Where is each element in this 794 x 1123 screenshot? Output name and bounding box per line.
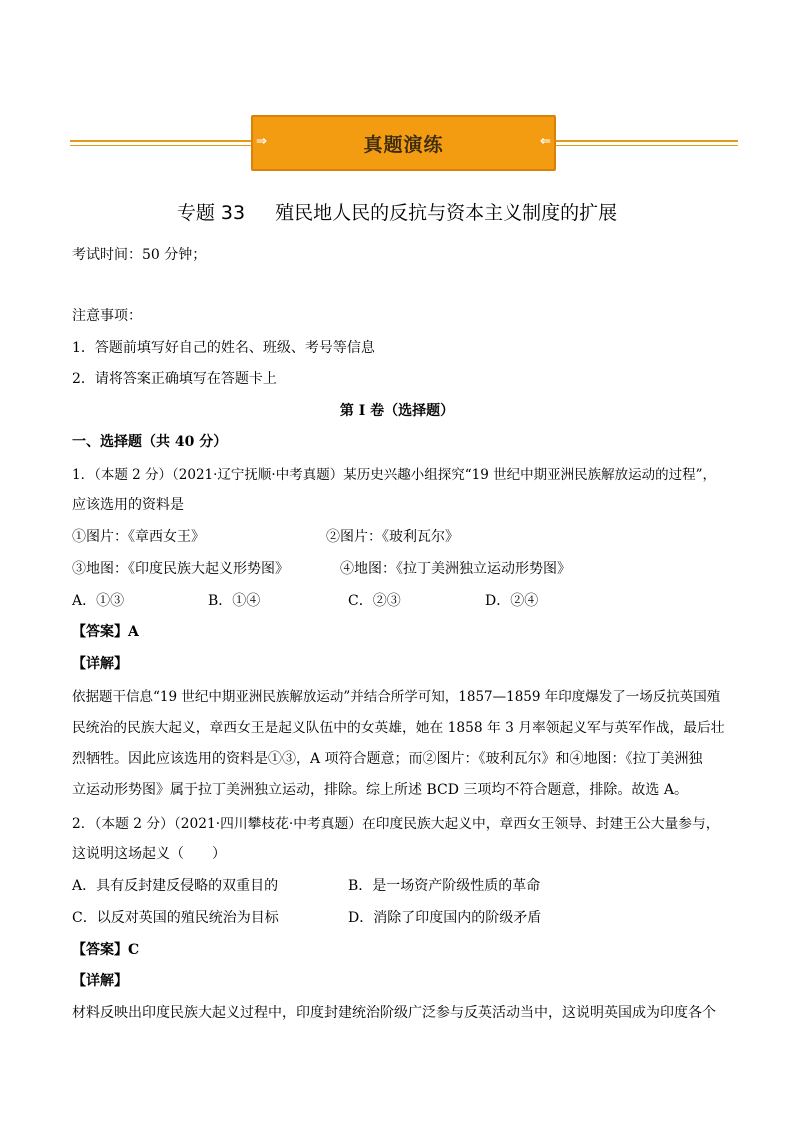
q1-detail-line-4: 立运动形势图》属于拉丁美洲独立运动，排除。综上所述 BCD 三项均不符合题意，排除。故选 A。 <box>72 782 688 798</box>
volume-title: 第 I 卷（选择题） <box>339 403 455 419</box>
q2-option-a: A．具有反封建反侵略的双重目的 <box>72 878 279 894</box>
topic-number: 专题 33 <box>176 202 246 224</box>
q2-detail-label: 【详解】 <box>72 973 128 989</box>
header-rule-left-thin <box>70 145 252 146</box>
part-title: 一、选择题（共 40 分） <box>72 434 228 450</box>
q1-item-2: ②图片：《玻利瓦尔》 <box>326 529 459 545</box>
header-rule-left <box>70 140 252 142</box>
q1-option-b: B．①④ <box>208 593 261 609</box>
q1-item-3: ③地图：《印度民族大起义形势图》 <box>72 561 289 577</box>
q1-detail-label: 【详解】 <box>72 656 128 672</box>
notice-label: 注意事项： <box>72 308 142 324</box>
q1-detail-line-3: 烈牺牲。因此应该选用的资料是①③，A 项符合题意；而②图片：《玻利瓦尔》和④地图：《拉丁美洲独 <box>72 751 703 767</box>
q2-stem-line-1: 2．（本题 2 分）（2021·四川攀枝花·中考真题）在印度民族大起义中，章西女王领导、封建王公大量参与， <box>72 816 720 832</box>
q1-stem-line-1: 1．（本题 2 分）（2021·辽宁抚顺·中考真题）某历史兴趣小组探究“19 世纪中期亚洲民族解放运动的过程”， <box>72 467 716 483</box>
right-arrow-icon: ⇒ <box>256 134 267 149</box>
q2-option-c: C．以反对英国的殖民统治为目标 <box>72 910 279 926</box>
q1-detail-line-1: 依据题干信息“19 世纪中期亚洲民族解放运动”并结合所学可知，1857—1859 年印度爆发了一场反抗英国殖 <box>72 689 721 705</box>
exam-time: 考试时间：50 分钟； <box>72 247 207 263</box>
left-arrow-icon: ⇐ <box>540 134 551 149</box>
header-rule-right-thin <box>556 145 738 146</box>
q1-option-a: A．①③ <box>72 593 125 609</box>
q1-stem-line-2: 应该选用的资料是 <box>72 497 184 513</box>
q2-option-d: D．消除了印度国内的阶级矛盾 <box>348 910 542 926</box>
notice-item-2: 2．请将答案正确填写在答题卡上 <box>72 371 277 387</box>
notice-item-1: 1．答题前填写好自己的姓名、班级、考号等信息 <box>72 340 375 356</box>
q1-answer: 【答案】A <box>72 624 139 640</box>
topic-title: 殖民地人民的反抗与资本主义制度的扩展 <box>275 202 618 224</box>
q1-detail-line-2: 民统治的民族大起义，章西女王是起义队伍中的女英雄，她在 1858 年 3 月率领起义军与英军作战，最后壮 <box>72 720 725 736</box>
q1-item-4: ④地图：《拉丁美洲独立运动形势图》 <box>340 561 571 577</box>
q1-item-1: ①图片：《章西女王》 <box>72 529 205 545</box>
q1-option-d: D．②④ <box>485 593 539 609</box>
q2-detail-line-1: 材料反映出印度民族大起义过程中，印度封建统治阶级广泛参与反英活动当中，这说明英国成为印度各个 <box>72 1005 716 1021</box>
q2-answer: 【答案】C <box>72 942 140 958</box>
q2-option-b: B．是一场资产阶级性质的革命 <box>348 878 541 894</box>
header-rule-right <box>556 140 738 142</box>
banner-title: 真题演练 <box>363 133 444 156</box>
header-banner <box>251 115 556 171</box>
q2-stem-line-2: 这说明这场起义（ ） <box>72 846 226 862</box>
page-title <box>0 198 794 225</box>
q1-option-c: C．②③ <box>348 593 401 609</box>
